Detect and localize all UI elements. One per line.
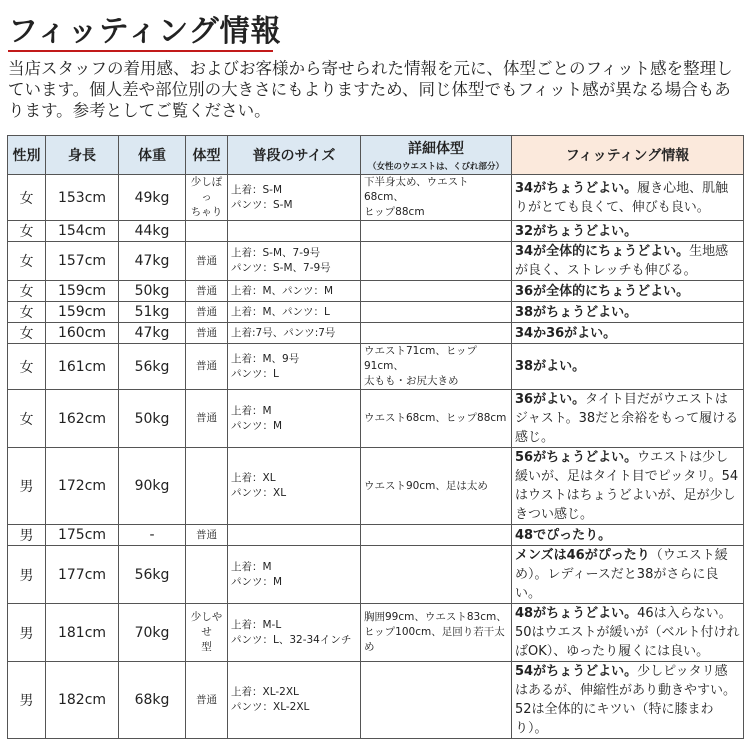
cell-usual-size-line: 上着：XL (231, 472, 276, 484)
cell-usual-size-line: 上着:7号、パンツ:7号 (231, 326, 336, 339)
cell-usual-size (228, 662, 361, 739)
fit-summary: 32がちょうどよい。 (515, 223, 638, 239)
cell-body-type (186, 242, 228, 281)
cell-usual-size-line: 上着：XL-2XL (231, 686, 299, 698)
fit-summary: 48でぴったり。 (515, 527, 612, 543)
cell-fitting-info (512, 344, 744, 390)
table-row (8, 302, 744, 323)
cell-usual-size (228, 281, 361, 302)
fit-summary: 34がちょうどよい。 (515, 180, 638, 196)
cell-weight: 56kg (119, 546, 186, 604)
cell-fitting-info (512, 546, 744, 604)
header-sex: 性別 (8, 136, 46, 175)
cell-body-type (186, 390, 228, 448)
cell-fitting-info (512, 525, 744, 546)
cell-body-type (186, 175, 228, 221)
cell-body-type-line: 普通 (196, 326, 217, 339)
cell-body-detail-line: 太もも・お尻大きめ (364, 375, 459, 387)
title-underline (8, 50, 273, 52)
cell-fitting-info (512, 175, 744, 221)
cell-body-detail-line: 下半身太め、ウエスト68cm、 (364, 176, 469, 203)
table-header-row (8, 136, 744, 175)
header-detail-note: （女性のウエストは、くびれ部分） (367, 162, 504, 172)
cell-body-detail (361, 323, 512, 344)
cell-fitting-info (512, 242, 744, 281)
cell-usual-size-line: パンツ：M (231, 419, 283, 432)
cell-usual-size (228, 221, 361, 242)
fit-comment: （ウエスト緩め）。レディースだと38がさらに良い。 (515, 548, 728, 601)
cell-body-type (186, 448, 228, 525)
fit-summary: 48がちょうどよい。 (515, 606, 638, 621)
cell-body-detail (361, 546, 512, 604)
cell-sex: 女 (8, 390, 46, 448)
cell-sex: 女 (8, 175, 46, 221)
cell-usual-size (228, 546, 361, 604)
cell-body-detail-line: ウエスト90cm、足は太め (364, 479, 488, 492)
cell-weight: 47kg (119, 242, 186, 281)
cell-weight: 68kg (119, 662, 186, 739)
fit-comment: 少しピッタリ感はあるが、伸縮性があり動きやすい。52は全体的にキツい（特に膝まわり）。 (515, 664, 737, 736)
cell-fitting-info (512, 323, 744, 344)
cell-usual-size (228, 242, 361, 281)
table-row (8, 221, 744, 242)
cell-usual-size-line: パンツ：XL (231, 487, 287, 499)
cell-height: 172cm (46, 448, 119, 525)
cell-body-detail-line: 胸囲99cm、ウエスト83cm、 (364, 611, 507, 623)
cell-body-detail-line: ヒップ100cm、足回り若干太 (364, 626, 505, 638)
header-detail (361, 136, 512, 175)
cell-body-type-line: 普通 (196, 254, 217, 267)
table-row (8, 242, 744, 281)
cell-height: 182cm (46, 662, 119, 739)
cell-height: 177cm (46, 546, 119, 604)
cell-usual-size-line: 上着：M、パンツ：L (231, 305, 330, 318)
fit-summary: 54がちょうどよい。 (515, 664, 638, 679)
cell-body-type (186, 662, 228, 739)
cell-body-detail-line: ヒップ88cm (364, 206, 425, 218)
fit-summary: 34が全体的にちょうどよい。 (515, 244, 690, 259)
cell-body-type-line: 普通 (196, 360, 217, 372)
cell-body-type (186, 221, 228, 242)
cell-weight: 50kg (119, 281, 186, 302)
cell-weight: 50kg (119, 390, 186, 448)
cell-body-type (186, 302, 228, 323)
cell-height: 157cm (46, 242, 119, 281)
cell-usual-size-line: パンツ：L (231, 367, 279, 380)
cell-sex: 女 (8, 281, 46, 302)
fit-summary: 36がよい。 (515, 392, 586, 407)
cell-fitting-info (512, 448, 744, 525)
cell-body-type (186, 344, 228, 390)
page-title: フィッティング情報 (8, 14, 282, 49)
cell-height: 159cm (46, 302, 119, 323)
cell-sex: 男 (8, 546, 46, 604)
cell-usual-size-line: 上着：M、パンツ：M (231, 284, 334, 297)
fit-summary: 56がちょうどよい。 (515, 450, 638, 465)
cell-body-type-line: 普通 (196, 412, 217, 424)
fit-comment: ウエストは少し緩いが、足はタイト目でピッタリ。54はウストはちょうどよいが、足が少しきつい感じ。 (515, 450, 739, 522)
cell-height: 161cm (46, 344, 119, 390)
cell-sex: 男 (8, 525, 46, 546)
cell-sex: 女 (8, 221, 46, 242)
cell-body-type-line: 型 (201, 641, 212, 653)
cell-height: 162cm (46, 390, 119, 448)
cell-usual-size-line: 上着：S-M (231, 183, 283, 196)
cell-body-detail-line: ウエスト68cm、ヒップ88cm (364, 412, 507, 424)
cell-usual-size (228, 175, 361, 221)
cell-usual-size (228, 323, 361, 344)
cell-fitting-info (512, 390, 744, 448)
header-fit: フィッティング情報 (512, 136, 744, 175)
cell-sex: 女 (8, 242, 46, 281)
cell-body-detail-line: ウエスト71cm、ヒップ91cm、 (364, 345, 478, 372)
cell-height: 175cm (46, 525, 119, 546)
cell-sex: 女 (8, 302, 46, 323)
table-row (8, 281, 744, 302)
cell-usual-size-line: パンツ：L、32-34インチ (231, 633, 352, 646)
fit-comment: 46は入らない。50はウエストが緩いが（ベルト付ければOK）、ゆったり履くには良い。 (515, 606, 740, 659)
cell-body-detail (361, 221, 512, 242)
cell-body-type-line: 少しぽっ (190, 176, 223, 203)
cell-body-type-line: 少しやせ (190, 611, 223, 638)
cell-fitting-info (512, 662, 744, 739)
cell-sex: 男 (8, 662, 46, 739)
cell-fitting-info (512, 221, 744, 242)
fit-summary: 38がよい。 (515, 359, 586, 374)
cell-body-detail-line: め (364, 641, 375, 653)
fit-comment: 生地感が良く、ストレッチも伸びる。 (515, 244, 729, 278)
cell-body-type-line: 普通 (196, 693, 217, 706)
fit-summary: 38がちょうどよい。 (515, 304, 638, 320)
cell-usual-size-line: パンツ：S-M (231, 198, 293, 211)
header-detail-label: 詳細体型 (408, 141, 464, 157)
cell-height: 159cm (46, 281, 119, 302)
table-row (8, 344, 744, 390)
cell-body-detail (361, 662, 512, 739)
table-row (8, 390, 744, 448)
header-size: 普段のサイズ (228, 136, 361, 175)
cell-usual-size (228, 344, 361, 390)
cell-usual-size (228, 448, 361, 525)
table-row (8, 546, 744, 604)
table-row (8, 175, 744, 221)
cell-usual-size-line: パンツ：S-M、7-9号 (231, 262, 331, 274)
cell-body-detail (361, 525, 512, 546)
cell-height: 181cm (46, 604, 119, 662)
cell-body-detail (361, 175, 512, 221)
cell-usual-size-line: 上着：S-M、7-9号 (231, 247, 321, 259)
cell-body-detail (361, 344, 512, 390)
cell-usual-size-line: パンツ：XL-2XL (231, 701, 310, 713)
header-weight: 体重 (119, 136, 186, 175)
cell-body-type (186, 525, 228, 546)
cell-weight: 90kg (119, 448, 186, 525)
cell-usual-size (228, 525, 361, 546)
cell-body-type-line: ちゃり (190, 206, 223, 218)
fit-comment: タイト目だがウエストはジャスト。38だと余裕をもって履ける感じ。 (515, 392, 739, 445)
cell-sex: 女 (8, 323, 46, 344)
cell-sex: 女 (8, 344, 46, 390)
cell-weight: 49kg (119, 175, 186, 221)
cell-usual-size-line: パンツ：M (231, 575, 283, 588)
fitting-table (7, 135, 744, 739)
cell-body-detail (361, 604, 512, 662)
cell-fitting-info (512, 302, 744, 323)
cell-usual-size (228, 302, 361, 323)
cell-usual-size-line: 上着：M、9号 (231, 352, 300, 365)
cell-body-detail (361, 390, 512, 448)
table-row (8, 448, 744, 525)
header-height: 身長 (46, 136, 119, 175)
cell-weight: - (119, 525, 186, 546)
cell-usual-size-line: 上着：M-L (231, 618, 282, 631)
table-row (8, 604, 744, 662)
fit-summary: 36が全体的にちょうどよい。 (515, 283, 690, 299)
fit-comment: 履き心地、肌触りがとても良くて、伸びも良い。 (515, 180, 729, 215)
cell-height: 160cm (46, 323, 119, 344)
cell-usual-size-line: 上着：M (231, 404, 272, 417)
cell-sex: 男 (8, 604, 46, 662)
cell-body-detail (361, 281, 512, 302)
cell-body-type-line: 普通 (196, 284, 217, 297)
cell-usual-size-line: 上着：M (231, 560, 272, 573)
cell-body-detail (361, 302, 512, 323)
cell-body-type (186, 604, 228, 662)
cell-body-type (186, 281, 228, 302)
intro-text: 当店スタッフの着用感、およびお客様から寄せられた情報を元に、体型ごとのフィット感を整理しています。個人差や部位別の大きさにもよりますため、同じ体型でもフィット感が異なる場合もあります。参考としてご覧ください。 (8, 59, 733, 120)
cell-fitting-info (512, 604, 744, 662)
cell-usual-size (228, 604, 361, 662)
cell-fitting-info (512, 281, 744, 302)
cell-weight: 47kg (119, 323, 186, 344)
cell-weight: 56kg (119, 344, 186, 390)
header-body: 体型 (186, 136, 228, 175)
fit-summary: 34か36がよい。 (515, 325, 617, 341)
cell-height: 153cm (46, 175, 119, 221)
fit-summary: メンズは46がぴったり (515, 548, 650, 563)
cell-body-type-line: 普通 (196, 528, 217, 541)
cell-usual-size (228, 390, 361, 448)
cell-body-type (186, 323, 228, 344)
cell-weight: 44kg (119, 221, 186, 242)
cell-sex: 男 (8, 448, 46, 525)
cell-body-type-line: 普通 (196, 305, 217, 318)
cell-height: 154cm (46, 221, 119, 242)
cell-body-detail (361, 242, 512, 281)
table-row (8, 525, 744, 546)
cell-body-type (186, 546, 228, 604)
cell-weight: 70kg (119, 604, 186, 662)
cell-body-detail (361, 448, 512, 525)
cell-weight: 51kg (119, 302, 186, 323)
table-row (8, 662, 744, 739)
table-row (8, 323, 744, 344)
